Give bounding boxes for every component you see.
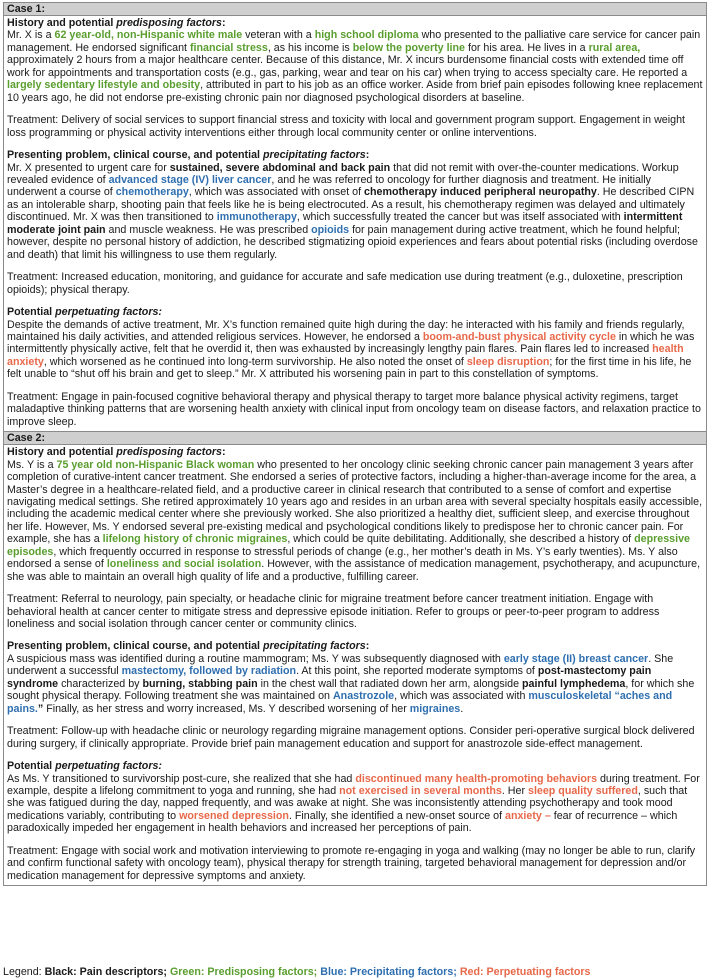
case1-treatment-2: Treatment: Increased education, monitoring, and guidance for accurate and safe medication use during treatment (e.g., duloxetine, prescription opioids); physical therapy. bbox=[7, 271, 683, 296]
case-table bbox=[3, 2, 707, 886]
highlighted-term: painful lymphedema bbox=[522, 677, 626, 690]
case2-header: Case 2: bbox=[4, 432, 706, 445]
case2-perpetuating-heading: Potential perpetuating factors: bbox=[7, 760, 162, 773]
case2-treatment-1: Treatment: Referral to neurology, pain specialty, or headache clinic for migraine treatment before cancer treatment initiation. Engage with behavioral health at cancer center to mitigate stress and depressive episode initiation. Refer to groups or peer-to-peer program to address loneliness and social isolation through cancer center or community clinics. bbox=[7, 593, 660, 631]
text-segment: in the chest wall that radiated down her arm, alongside bbox=[257, 677, 523, 690]
text-segment: , which successfully treated the cancer but was itself associated with bbox=[296, 211, 624, 224]
highlighted-term: below the poverty line bbox=[352, 41, 465, 54]
legend-blue: Blue: Precipitating factors; bbox=[320, 966, 457, 978]
case2-perpetuating-text bbox=[7, 773, 703, 835]
legend-black: Black: Pain descriptors; bbox=[44, 966, 167, 978]
text-segment: , which could be quite debilitating. Additionally, she described a history of bbox=[287, 533, 635, 546]
highlighted-term: ” bbox=[37, 702, 44, 715]
text-segment: , and he was referred to oncology for further diagnosis and treatment. He initially underwent a course of bbox=[7, 173, 651, 199]
case1-perpetuating-text bbox=[7, 319, 703, 381]
highlighted-term: sleep disruption bbox=[466, 355, 550, 368]
text-segment: for his area. He lives in a bbox=[465, 41, 589, 54]
text-segment: . At this point, she reported moderate symptoms of bbox=[296, 665, 538, 678]
highlighted-term: intermittent moderate joint pain bbox=[7, 211, 683, 236]
text-segment: veteran with a bbox=[242, 29, 315, 42]
highlighted-term: health anxiety bbox=[7, 343, 684, 368]
text-segment: . She underwent a successful bbox=[7, 652, 674, 678]
highlighted-term: rural area, bbox=[588, 41, 641, 54]
text-segment: , which worsened as he continued into long-term survivorship. He also noted the onset of bbox=[43, 355, 467, 368]
text-segment: Mr. X presented to urgent care for bbox=[7, 161, 170, 174]
text-segment: , attributed in part to his job as an office worker. Aside from brief pain episodes following knee replacement 10 years ago, he did not endorse pre-existing chronic pain nor diagnosed psychological disorders at baseline. bbox=[7, 79, 703, 104]
highlighted-term: post-mastectomy pain syndrome bbox=[7, 665, 652, 690]
text-segment: Despite the demands of active treatment, Mr. X’s function remained quite high during the day: he interacted with his family and friends regularly, maintained his daily activities, and attended religious services. However, he endorsed a bbox=[7, 318, 685, 343]
text-segment: in which he was intermittently physically active, felt that he overdid it, then was exhausted by increasingly lengthy pain flares. Pain flares led to increased bbox=[7, 330, 695, 356]
highlighted-term: high school diploma bbox=[314, 29, 419, 42]
highlighted-term: financial stress bbox=[189, 41, 268, 54]
case2-predisposing-heading: History and potential predisposing factors: bbox=[7, 446, 226, 459]
highlighted-term: anxiety – bbox=[505, 809, 551, 822]
text-segment: who presented to her oncology clinic seeking chronic cancer pain management 3 years after completion of curative-intent cancer treatment. She endorsed a series of protective factors, including a higher-than-average income for the area, a Master’s degree in a healthcare-related field, and a productive career in clinical research that contributed to a sense of comfort and expertise navigating medical settings. She retired approximately 10 years ago and resides in an urban area with several specialty hospitals easily accessible, including the academic medical center where she previously worked. She also prioritized a healthy diet, sufficient sleep, and exercise throughout her life. However, Ms. Y endorsed several pre-existing medical and psychological conditions likely to predispose her to chronic cancer pain. For example, she has a bbox=[7, 458, 703, 546]
highlighted-term: Anastrozole bbox=[332, 690, 395, 703]
text-segment: . Her bbox=[501, 785, 528, 798]
highlighted-term: opioids bbox=[311, 223, 350, 236]
case1-treatment-1: Treatment: Delivery of social services to support financial stress and toxicity with local and government program support. Engagement in weight loss programming or physical activity interventions either through local community center or online interventions. bbox=[7, 114, 685, 139]
highlighted-term: musculoskeletal “aches and pains. bbox=[7, 690, 673, 715]
text-segment: ; for the first time in his life, he felt unable to “shut off his brain and get to sleep.” Mr. X attributed his worsening pain in part to this constellation of symptoms. bbox=[7, 355, 692, 381]
legend-prefix: Legend: bbox=[3, 966, 45, 978]
text-segment: . However, with the assistance of medication management, psychotherapy, and acupuncture, she was able to maintain an overall high quality of life and a productive, fulfilling career. bbox=[7, 558, 701, 583]
case1-precipitating-text bbox=[7, 162, 703, 262]
case2-body bbox=[4, 445, 706, 885]
text-segment: , such that she was fatigued during the day, napped frequently, and was awake at night. She was inconsistently attending psychotherapy and took mood medications variably, contributing to bbox=[7, 785, 688, 822]
legend bbox=[3, 966, 590, 978]
text-segment: who presented to the palliative care service for cancer pain management. He endorsed significant bbox=[7, 29, 701, 54]
case2-treatment-3: Treatment: Engage with social work and motivation interviewing to promote re-engaging in yoga and walking (may no longer be able to run, clarify and confirm functional safety with oncology team), physical therapy for strength training, targeted behavioral management for depression and/or medication management for depressive symptoms and anxiety. bbox=[7, 844, 696, 882]
legend-green: Green: Predisposing factors; bbox=[169, 966, 318, 978]
text-segment: . bbox=[460, 702, 464, 715]
highlighted-term: chemotherapy induced peripheral neuropathy bbox=[364, 186, 597, 199]
highlighted-term: discontinued many health-promoting behaviors bbox=[355, 772, 598, 785]
highlighted-term: advanced stage (IV) liver cancer bbox=[108, 173, 272, 186]
case1-predisposing-heading: History and potential predisposing factors: bbox=[7, 17, 226, 29]
case2-predisposing-text bbox=[7, 459, 703, 584]
highlighted-term: burning, stabbing pain bbox=[142, 677, 258, 690]
text-segment: during treatment. For example, despite a lifelong commitment to yoga and running, she had bbox=[7, 772, 700, 798]
case1-body bbox=[4, 16, 706, 431]
highlighted-term: lifelong history of chronic migraines bbox=[102, 533, 288, 546]
highlighted-term: largely sedentary lifestyle and obesity bbox=[7, 79, 201, 92]
text-segment: and muscle weakness. He was prescribed bbox=[105, 223, 312, 236]
highlighted-term: depressive episodes bbox=[7, 533, 690, 558]
case1-precipitating-heading: Presenting problem, clinical course, and potential precipitating factors: bbox=[7, 149, 370, 162]
legend-red: Red: Perpetuating factors bbox=[459, 966, 591, 978]
highlighted-term: migraines bbox=[409, 702, 461, 715]
text-segment: , which frequently occurred in response to stressful periods of change (e.g., her mother’s death in Ms. Y’s early twenties). Ms. Y also endorsed a sense of bbox=[7, 545, 678, 571]
highlighted-term: worsened depression bbox=[179, 809, 289, 822]
highlighted-term: immunotherapy bbox=[216, 211, 297, 224]
text-segment: that did not remit with over-the-counter medications. Workup revealed evidence of bbox=[7, 161, 679, 186]
highlighted-term: sleep quality suffered bbox=[528, 785, 638, 798]
case1-perpetuating-heading: Potential perpetuating factors: bbox=[7, 306, 162, 319]
text-segment: fear of recurrence – which paradoxically impeded her engagement in health behaviors and increased her perceptions of pain. bbox=[7, 809, 678, 835]
text-segment: , which was associated with onset of bbox=[188, 186, 365, 199]
text-segment: Finally, as her stress and worry increased, Ms. Y described worsening of her bbox=[43, 702, 410, 715]
highlighted-term: early stage (II) breast cancer bbox=[503, 652, 649, 665]
case1-header: Case 1: bbox=[4, 3, 706, 16]
text-segment: , as his income is bbox=[267, 41, 353, 54]
highlighted-term: chemotherapy bbox=[115, 186, 189, 199]
case1-predisposing-text bbox=[7, 29, 703, 104]
case2-precipitating-heading: Presenting problem, clinical course, and potential precipitating factors: bbox=[7, 640, 370, 653]
text-segment: Mr. X is a bbox=[7, 29, 55, 42]
case2-precipitating-text bbox=[7, 653, 703, 715]
highlighted-term: 62 year-old, non-Hispanic white male bbox=[54, 29, 243, 42]
highlighted-term: sustained, severe abdominal and back pain bbox=[169, 161, 391, 174]
text-segment: A suspicious mass was identified during a routine mammogram; Ms. Y was subsequently diagnosed with bbox=[7, 652, 504, 665]
highlighted-term: mastectomy, followed by radiation bbox=[121, 665, 297, 678]
text-segment: characterized by bbox=[58, 677, 143, 690]
text-segment: As Ms. Y transitioned to survivorship post-cure, she realized that she had bbox=[7, 772, 356, 785]
text-segment: , which was associated with bbox=[394, 690, 529, 703]
text-segment: . He described CIPN as an intolerable sharp, shooting pain that feels like he is being electrocuted. As a result, his chemotherapy regimen was delayed and ultimately discontinued. Mr. X was then transitioned to bbox=[7, 186, 695, 224]
text-segment: , for which she sought physical therapy. Following treatment she was maintained on bbox=[7, 677, 695, 703]
highlighted-term: loneliness and social isolation bbox=[106, 558, 262, 571]
highlighted-term: boom-and-bust physical activity cycle bbox=[422, 330, 616, 343]
case2-treatment-2: Treatment: Follow-up with headache clinic or neurology regarding migraine management options. Consider peri-operative surgical block delivered during surgery, if clinically appropriate. Provide brief pain management education and support for anastrozole side-effect management. bbox=[7, 725, 695, 750]
text-segment: . Finally, she identified a new-onset source of bbox=[288, 809, 506, 822]
text-segment: Ms. Y is a bbox=[7, 458, 57, 471]
case1-treatment-3: Treatment: Engage in pain-focused cognitive behavioral therapy and physical therapy to target more balance physical activity regimens, target maladaptive thinking patterns that are worsening health anxiety with clinical input from oncology team on disease factors, and relaxation practice to improve sleep. bbox=[7, 390, 701, 428]
highlighted-term: not exercised in several months bbox=[339, 785, 502, 798]
text-segment: approximately 2 hours from a major healthcare center. Because of this distance, Mr. X incurs burdensome financial costs with extended time off work for appointments and transportation costs (e.g., gas, parking, wear and tear on his car) when trying to access specialty care. He reported a bbox=[7, 54, 688, 79]
text-segment: for pain management during active treatment, which he found helpful; however, despite no personal history of addiction, he described stigmatizing opioid experiences and fears about potential risks (including overdose and death) that limit his willingness to use them regularly. bbox=[7, 223, 698, 261]
highlighted-term: 75 year old non-Hispanic Black woman bbox=[56, 458, 255, 471]
